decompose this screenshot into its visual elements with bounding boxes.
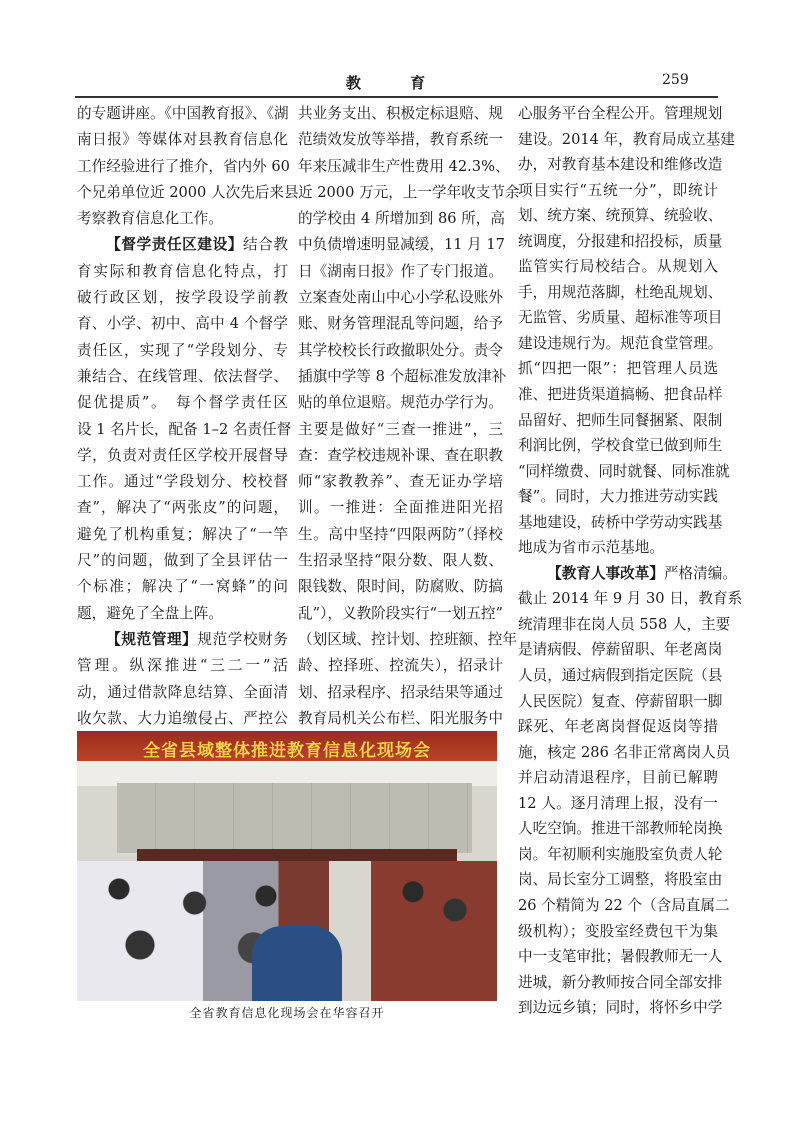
line-text: 中负债增速明显减缓，11 月 17 bbox=[298, 236, 505, 254]
line-text: 并启动清退程序，目前已解聘 bbox=[518, 769, 718, 787]
text-line bbox=[518, 305, 723, 331]
text-line bbox=[298, 627, 517, 653]
line-text: 管理。纵深推进“三二一”活 bbox=[77, 657, 288, 675]
text-line bbox=[77, 154, 288, 180]
line-text: 乱”），义教阶段实行“一划五控” bbox=[298, 604, 503, 622]
line-text: 动，通过借款降息结算、全面清 bbox=[77, 683, 288, 701]
text-line bbox=[518, 765, 718, 791]
line-text: 人员，通过病假到指定医院（县 bbox=[518, 667, 723, 685]
text-line bbox=[518, 612, 731, 638]
line-text: 26 个精简为 22 个（含局直属二 bbox=[518, 896, 730, 914]
text-line bbox=[518, 382, 723, 408]
line-text: 品留好、把师生同餐捆紧、限制 bbox=[518, 411, 723, 429]
line-text: 抓“四把一限”：把管理人员选 bbox=[518, 360, 718, 378]
line-text: 个标准；解决了“一窝蜂”的问 bbox=[77, 578, 288, 596]
text-line bbox=[518, 178, 718, 204]
banner-text: 全省县域整体推进教育信息化现场会 bbox=[143, 741, 431, 761]
text-line bbox=[518, 842, 723, 868]
text-line bbox=[518, 663, 723, 689]
text-line bbox=[77, 127, 288, 153]
text-line bbox=[298, 232, 503, 258]
conference-photo bbox=[77, 731, 497, 1001]
line-text: 12 人。逐月清理上报，没有一 bbox=[518, 794, 718, 812]
text-line bbox=[518, 919, 718, 945]
text-line bbox=[518, 280, 723, 306]
text-line bbox=[518, 152, 723, 178]
photo-wall bbox=[117, 783, 472, 853]
line-text: 考察教育信息化工作。 bbox=[77, 210, 223, 228]
text-line bbox=[298, 127, 503, 153]
text-line bbox=[298, 285, 503, 311]
line-text: 范绩效发放等举措，教育系统一 bbox=[298, 131, 503, 149]
line-text: 龄、控择班、控流失），招录计 bbox=[298, 657, 503, 675]
text-line bbox=[77, 311, 288, 337]
text-line bbox=[298, 601, 503, 627]
line-text: 的学校由 4 所增加到 86 所，高 bbox=[298, 210, 505, 228]
line-text: 施，核定 286 名非正常离岗人员 bbox=[518, 743, 731, 761]
text-line bbox=[518, 714, 718, 740]
line-text: 建设。2014 年，教育局成立基建 bbox=[518, 130, 735, 148]
text-line bbox=[298, 469, 503, 495]
text-line bbox=[298, 417, 503, 443]
line-text: 基地建设，砖桥中学劳动实践基 bbox=[518, 513, 723, 531]
line-text: 立案查处南山中心小学私设账外 bbox=[298, 289, 503, 307]
text-line bbox=[298, 706, 503, 732]
text-line bbox=[518, 689, 723, 715]
text-line bbox=[518, 867, 723, 893]
line-text: 人民医院）复查、停薪留职一脚 bbox=[518, 692, 723, 710]
line-text: 生招录坚持“限分数、限人数、 bbox=[298, 552, 503, 570]
line-text: 建设违规行为。规范食堂管理。 bbox=[518, 334, 723, 352]
text-line bbox=[77, 601, 288, 627]
text-line bbox=[518, 101, 723, 127]
line-text: 踩死、年老离岗督促返岗等措 bbox=[518, 718, 718, 736]
text-line bbox=[77, 232, 288, 258]
line-text: 岗。年初顺利实施股室负责人轮 bbox=[518, 845, 723, 863]
line-text: 岗、局长室分工调整，将股室由 bbox=[518, 871, 723, 889]
line-text: 到边远乡镇；同时，将怀乡中学 bbox=[518, 999, 723, 1017]
text-line bbox=[298, 154, 510, 180]
text-line bbox=[77, 390, 288, 416]
text-line bbox=[298, 390, 503, 416]
text-line bbox=[77, 495, 288, 521]
text-line bbox=[77, 180, 299, 206]
line-text: 心服务平台全程公开。管理规划 bbox=[518, 105, 723, 122]
line-text: 截止 2014 年 9 月 30 日，教育系 bbox=[518, 590, 743, 608]
line-text: 账、财务管理混乱等问题，给予 bbox=[298, 315, 503, 333]
line-text: 共业务支出、积极定标退赔、规 bbox=[298, 105, 503, 122]
line-text: 严格清编。 bbox=[663, 564, 737, 582]
text-line bbox=[298, 206, 503, 232]
text-line bbox=[518, 816, 723, 842]
text-line bbox=[298, 259, 503, 285]
text-line bbox=[518, 535, 718, 561]
line-text: 查”，解决了“两张皮”的问题， bbox=[77, 499, 288, 517]
text-line bbox=[298, 574, 503, 600]
text-line bbox=[518, 561, 737, 587]
section-heading: 【督学责任区建设】 bbox=[106, 236, 243, 254]
line-text: 进城，新分教师按合同全部安排 bbox=[518, 973, 723, 991]
line-text: 日《湖南日报》作了专门报道。 bbox=[298, 262, 503, 280]
text-line bbox=[518, 791, 718, 817]
line-text: 工作经验进行了推介，省内外 60 bbox=[77, 157, 290, 175]
text-line bbox=[77, 627, 288, 653]
text-line bbox=[518, 510, 723, 536]
line-text: 划、招录程序、招录结果等通过 bbox=[298, 683, 503, 701]
text-line bbox=[518, 459, 730, 485]
line-text: 项目实行“五统一分”，即统计 bbox=[518, 181, 718, 199]
text-column-2 bbox=[298, 101, 520, 732]
line-text: 插旗中学等 8 个超标准发放津补 bbox=[298, 367, 507, 385]
line-text: （划区域、控计划、控班额、控年 bbox=[298, 630, 517, 648]
line-text: 责任区，实现了“学段划分、专 bbox=[77, 341, 288, 359]
line-text: 查：查学校违规补课、查在职教 bbox=[298, 446, 503, 464]
text-line bbox=[298, 522, 503, 548]
text-line bbox=[518, 484, 718, 510]
text-line bbox=[518, 356, 718, 382]
line-text: 是请病假、停薪留职、年老离岗 bbox=[518, 641, 723, 659]
line-text: 地成为省市示范基地。 bbox=[518, 539, 664, 557]
text-line bbox=[518, 408, 723, 434]
text-line bbox=[77, 259, 288, 285]
header-rule bbox=[75, 96, 718, 98]
line-text: 南日报》等媒体对县教育信息化 bbox=[77, 131, 288, 149]
line-text: 手，用规范落脚，杜绝乱规划、 bbox=[518, 283, 723, 301]
line-text: 促优提质”。 每个督学责任区 bbox=[77, 394, 288, 412]
text-line bbox=[518, 995, 723, 1021]
line-text: 破行政区划，按学段设学前教 bbox=[77, 289, 288, 307]
line-text: 避免了机构重复；解决了“一竿 bbox=[77, 525, 288, 543]
line-text: 中一支笔审批；暑假教师无一人 bbox=[518, 948, 723, 966]
text-line bbox=[298, 364, 507, 390]
text-line bbox=[518, 229, 723, 255]
line-text: 统调度，分报建和招投标，质量 bbox=[518, 232, 723, 250]
text-line bbox=[77, 469, 288, 495]
section-title: 教 育 bbox=[345, 74, 448, 92]
text-line bbox=[77, 522, 288, 548]
text-line bbox=[518, 637, 723, 663]
line-text: 人吃空饷。推进干部教师轮岗换 bbox=[518, 820, 723, 838]
photo-caption: 全省教育信息化现场会在华容召开 bbox=[189, 1006, 385, 1020]
line-text: 年来压减非生产性费用 42.3%、 bbox=[298, 157, 510, 175]
text-line bbox=[518, 331, 723, 357]
text-line bbox=[77, 574, 288, 600]
line-text: 餐”。同时，大力推进劳动实践 bbox=[518, 488, 718, 506]
text-line bbox=[77, 101, 288, 127]
text-line bbox=[77, 206, 288, 232]
text-line bbox=[298, 311, 503, 337]
photo-foreground-person bbox=[252, 926, 342, 1001]
line-text: 兼结合、在线管理、依法督学、 bbox=[77, 367, 288, 385]
line-text: 主要是做好“三查一推进”，三 bbox=[298, 420, 503, 438]
text-line bbox=[518, 433, 723, 459]
text-line bbox=[298, 443, 503, 469]
text-line bbox=[77, 548, 288, 574]
text-line bbox=[518, 586, 743, 612]
line-text: 级机构）；变股室经费包干为集 bbox=[518, 922, 718, 940]
text-line bbox=[298, 680, 503, 706]
line-text: 生。高中坚持“四限两防”（择校 bbox=[298, 525, 503, 543]
line-text: 无监管、劣质量、超标准等项目 bbox=[518, 309, 723, 327]
line-text: 育、小学、初中、高中 4 个督学 bbox=[77, 315, 288, 333]
line-text: 题，避免了全盘上阵。 bbox=[77, 604, 223, 622]
page-number: 259 bbox=[662, 72, 689, 88]
text-line bbox=[77, 364, 288, 390]
line-text: 准、把进货渠道搞畅、把食品样 bbox=[518, 386, 723, 404]
text-line bbox=[518, 893, 730, 919]
text-line bbox=[298, 653, 503, 679]
text-line bbox=[77, 338, 288, 364]
line-text: “同样缴费、同时就餐、同标准就 bbox=[518, 462, 730, 480]
line-text: 其学校校长行政撤职处分。责令 bbox=[298, 341, 503, 359]
line-text: 学，负责对责任区学校开展督导 bbox=[77, 446, 288, 464]
line-text: 监管实行局校结合。从规划入 bbox=[518, 258, 718, 276]
line-text: 个兄弟单位近 2000 人次先后来县 bbox=[77, 183, 299, 201]
text-line bbox=[77, 706, 288, 732]
line-text: 结合教 bbox=[242, 236, 288, 254]
text-line bbox=[77, 285, 288, 311]
text-line bbox=[77, 653, 288, 679]
line-text: 育实际和教育信息化特点，打 bbox=[77, 262, 288, 280]
section-heading: 【教育人事改革】 bbox=[547, 564, 664, 582]
text-line bbox=[518, 254, 718, 280]
line-text: 近 2000 万元，上一学年收支节余 bbox=[298, 183, 520, 201]
text-line bbox=[298, 338, 503, 364]
text-line bbox=[77, 417, 292, 443]
text-column-1 bbox=[77, 101, 299, 732]
line-text: 尺”的问题，做到了全县评估一 bbox=[77, 552, 288, 570]
line-text: 利润比例，学校食堂已做到师生 bbox=[518, 437, 723, 455]
line-text: 设 1 名片长，配备 1–2 名责任督 bbox=[77, 420, 292, 438]
text-column-3 bbox=[518, 101, 743, 1021]
line-text: 办，对教育基本建设和维修改造 bbox=[518, 156, 723, 174]
line-text: 贴的单位退赔。规范办学行为。 bbox=[298, 394, 503, 412]
text-line bbox=[298, 101, 503, 127]
line-text: 师“家教教养”、查无证办学培 bbox=[298, 473, 503, 491]
text-line bbox=[77, 680, 288, 706]
text-line bbox=[518, 970, 723, 996]
text-line bbox=[518, 740, 731, 766]
line-text: 收欠款、大力追缴侵占、严控公 bbox=[77, 709, 288, 727]
text-line bbox=[518, 944, 723, 970]
line-text: 统清理非在岗人员 558 人，主要 bbox=[518, 615, 731, 633]
text-line bbox=[77, 443, 288, 469]
line-text: 工作。通过“学段划分、校校督 bbox=[77, 473, 288, 491]
photo-banner bbox=[77, 731, 497, 761]
text-line bbox=[298, 180, 520, 206]
line-text: 的专题讲座。《中国教育报》、《湖 bbox=[77, 105, 289, 122]
text-line bbox=[518, 127, 735, 153]
section-heading: 【规范管理】 bbox=[106, 630, 198, 648]
line-text: 划、统方案、统预算、统验收、 bbox=[518, 207, 723, 225]
line-text: 教育局机关公布栏、阳光服务中 bbox=[298, 709, 503, 727]
line-text: 规范学校财务 bbox=[197, 630, 288, 648]
line-text: 限钱数、限时间，防腐败、防搞 bbox=[298, 578, 503, 596]
text-line bbox=[298, 495, 503, 521]
text-line bbox=[518, 203, 723, 229]
text-line bbox=[298, 548, 503, 574]
line-text: 训。一推进：全面推进阳光招 bbox=[298, 499, 503, 517]
